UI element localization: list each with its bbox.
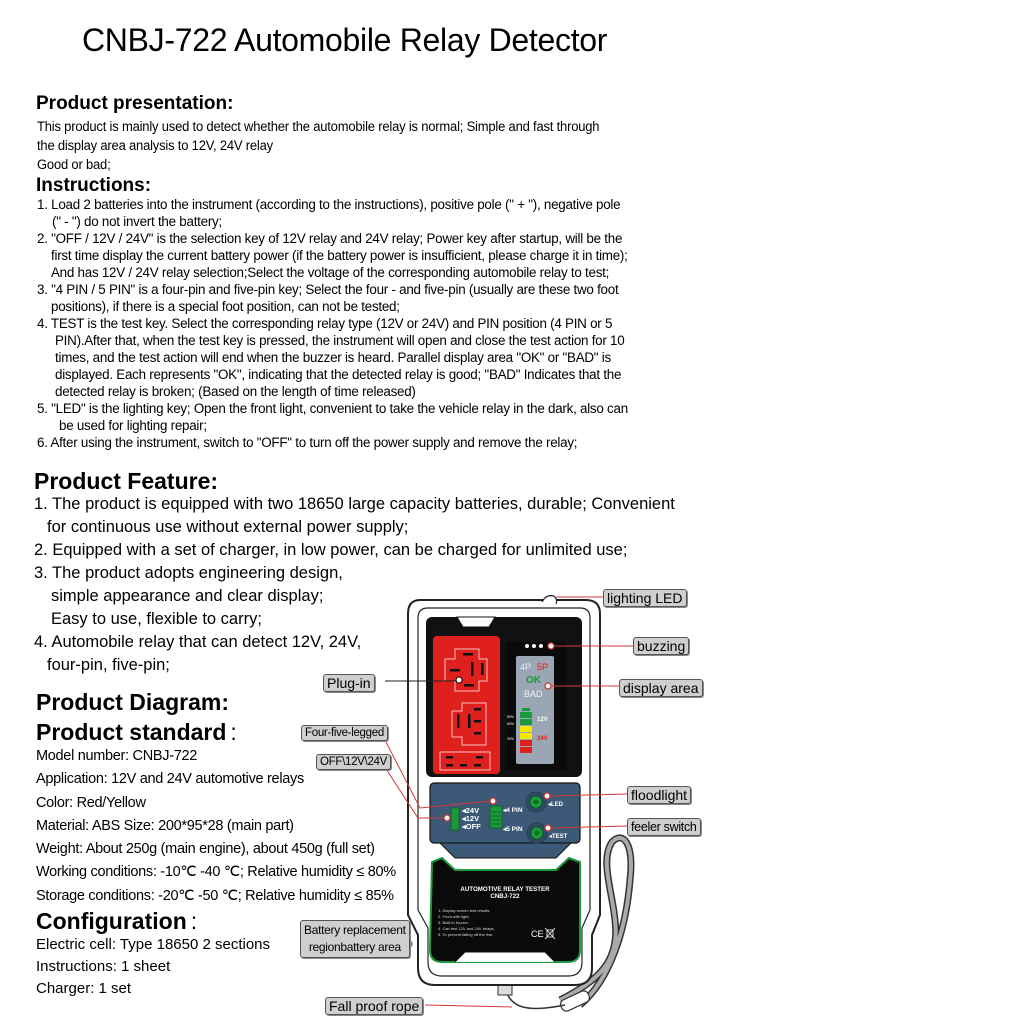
feature-line: 1. The product is equipped with two 18650 large capacity batteries, durable; Convenient <box>34 495 675 513</box>
configuration-heading-text: Configuration <box>36 908 187 934</box>
callout-buzzing: buzzing <box>633 637 689 655</box>
callout-battery-line: regionbattery area <box>308 940 401 954</box>
battery-pct-60: 60% <box>507 722 515 726</box>
ce-mark: CE <box>531 929 544 939</box>
instruction-line: be used for lighting repair; <box>59 418 207 433</box>
standard-line: Material: ABS Size: 200*95*28 (main part) <box>36 817 294 834</box>
instruction-line: displayed. Each represents "OK", indicating that the detected relay is good; "BAD" Indicates that the <box>55 367 622 382</box>
instruction-line: 6. After using the instrument, switch to "OFF" to turn off the power supply and remove the relay; <box>37 435 578 450</box>
lanyard-ring <box>498 985 512 995</box>
battery-bar-yellow <box>520 726 532 732</box>
buzzer-dot <box>539 644 543 648</box>
feature-line: 4. Automobile relay that can detect 12V, 24V, <box>34 633 362 651</box>
instruction-line: detected relay is broken; (Based on the length of time released) <box>55 384 416 399</box>
standard-heading-text: Product standard <box>36 719 227 745</box>
switch-off: ◂OFF <box>462 822 481 831</box>
instruction-line: 2. "OFF / 12V / 24V" is the selection key of 12V relay and 24V relay; Power key after startup, will be the <box>37 231 623 246</box>
label-bottom-notch <box>455 952 555 962</box>
page-title: CNBJ-722 Automobile Relay Detector <box>82 22 608 58</box>
display-24v: 24V <box>537 736 548 742</box>
buzzer-dot <box>532 644 536 648</box>
battery-bar-red <box>520 740 532 746</box>
callout-battery-area <box>300 920 410 958</box>
diagram-heading: Product Diagram: <box>36 689 229 715</box>
label-model: CNBJ-722 <box>490 893 520 900</box>
feature-heading: Product Feature: <box>34 468 219 494</box>
label-item: 2. Front with light; <box>438 914 470 919</box>
presentation-line: Good or bad; <box>37 157 111 172</box>
voltage-switch-marker <box>444 815 450 821</box>
control-panel-tab <box>440 843 571 858</box>
presentation-line: the display area analysis to 12V, 24V relay <box>37 138 273 153</box>
callout-plug-in: Plug-in <box>323 674 375 692</box>
callout-display-area: display area <box>619 679 703 697</box>
display-marker <box>545 683 551 689</box>
switch-12v: ◂12V <box>462 814 480 823</box>
switch-24v: ◂24V <box>462 806 480 815</box>
standard-line: Model number: CNBJ-722 <box>36 748 198 764</box>
battery-bar-green <box>520 719 532 725</box>
label-item: 3. Built-in buzzer; <box>438 920 469 925</box>
standard-line: Storage conditions: -20℃ -50 ℃; Relative humidity ≤ 85% <box>36 887 394 904</box>
buzzer-marker <box>548 643 554 649</box>
standard-heading-colon: : <box>230 719 237 745</box>
label-item: 5. To prevent falling off the line; <box>438 932 494 937</box>
test-label: ◂TEST <box>549 834 568 840</box>
battery-bar-red <box>520 747 532 753</box>
instruction-line: (" - ") do not invert the battery; <box>52 214 222 229</box>
instruction-line: times, and the test action will end when the buzzer is heard. Parallel display area "OK" or "BAD" is <box>55 350 611 365</box>
instruction-line: 1. Load 2 batteries into the instrument (according to the instructions), positive pole (" + "), negative pole <box>37 197 621 212</box>
standard-line: Weight: About 250g (main engine), about 450g (full set) <box>36 841 375 858</box>
battery-pct-30: 30% <box>507 737 515 741</box>
instruction-line: 5. "LED" is the lighting key; Open the front light, convenient to take the vehicle relay in the dark, also can <box>37 401 628 416</box>
battery-bar-green <box>520 712 532 718</box>
display-5p: 5P <box>537 662 549 672</box>
callout-fall-proof-rope: Fall proof rope <box>325 997 423 1015</box>
feature-line: four-pin, five-pin; <box>47 656 170 674</box>
test-marker <box>545 825 551 831</box>
display-bad: BAD <box>524 689 543 699</box>
presentation-line: This product is mainly used to detect whether the automobile relay is normal; Simple and fast through <box>37 119 600 134</box>
battery-cap <box>522 708 530 711</box>
switch-4pin: ◂4 PIN <box>503 807 523 814</box>
standard-line: Working conditions: -10℃ -40 ℃; Relative humidity ≤ 80% <box>36 864 396 881</box>
feature-line: for continuous use without external power supply; <box>47 518 409 536</box>
feature-line: 3. The product adopts engineering design, <box>34 564 343 582</box>
feature-line: Easy to use, flexible to carry; <box>51 610 262 628</box>
callout-feeler-switch: feeler switch <box>627 818 701 836</box>
instructions-heading: Instructions: <box>36 175 152 196</box>
presentation-heading: Product presentation: <box>36 93 234 114</box>
configuration-heading-colon: : <box>190 908 198 934</box>
instruction-line: 4. TEST is the test key. Select the corresponding relay type (12V or 24V) and PIN position (4 PIN or 5 <box>37 316 613 331</box>
lanyard-cord <box>505 985 565 1008</box>
instruction-line: positions), if there is a special foot position, can not be tested; <box>51 299 400 314</box>
feature-line: 2. Equipped with a set of charger, in low power, can be charged for unlimited use; <box>34 541 628 559</box>
pin-switch[interactable] <box>490 806 502 828</box>
plug-in-marker <box>456 677 462 683</box>
instruction-line: And has 12V / 24V relay selection;Select the voltage of the corresponding automobile relay to test; <box>51 265 610 280</box>
top-notch <box>457 617 495 627</box>
buzzer-dot <box>525 644 529 648</box>
instruction-line: PIN).After that, when the test key is pressed, the instrument will open and close the test action for 10 <box>55 333 625 348</box>
configuration-line: Charger: 1 set <box>36 980 132 997</box>
callout-lighting-led: lighting LED <box>603 589 687 607</box>
switch-5pin: ◂5 PIN <box>503 826 523 833</box>
callout-battery-line: Battery replacement <box>304 923 406 937</box>
callout-floodlight: floodlight <box>627 786 691 804</box>
feature-line: simple appearance and clear display; <box>51 587 324 605</box>
configuration-line: Electric cell: Type 18650 2 sections <box>36 936 271 953</box>
callout-off-12v-24v: OFF\12V\24V <box>316 754 391 770</box>
voltage-switch[interactable] <box>451 808 459 830</box>
configuration-line: Instructions: 1 sheet <box>36 958 171 975</box>
battery-bar-yellow <box>520 733 532 739</box>
instruction-line: first time display the current battery power (if the battery power is insufficient, please charge it in time); <box>51 248 628 263</box>
led-marker <box>544 793 550 799</box>
instruction-line: 3. "4 PIN / 5 PIN" is a four-pin and five-pin key; Select the four - and five-pin (usually are these two foot <box>37 282 619 297</box>
standard-line: Color: Red/Yellow <box>36 794 146 811</box>
label-item: 4. Can test 12V and 24V relays; <box>438 926 495 931</box>
display-4p: 4P <box>520 662 532 672</box>
callout-four-five-legged: Four-five-legged <box>301 725 388 741</box>
display-ok: OK <box>526 675 541 686</box>
battery-pct-80: 80% <box>507 715 515 719</box>
led-label: ◂LED <box>548 802 564 808</box>
label-title: AUTOMOTIVE RELAY TESTER <box>460 886 550 893</box>
standard-line: Application: 12V and 24V automotive relays <box>36 771 304 788</box>
label-item: 1. Display screen test results; <box>438 908 491 913</box>
display-12v: 12V <box>537 717 548 723</box>
